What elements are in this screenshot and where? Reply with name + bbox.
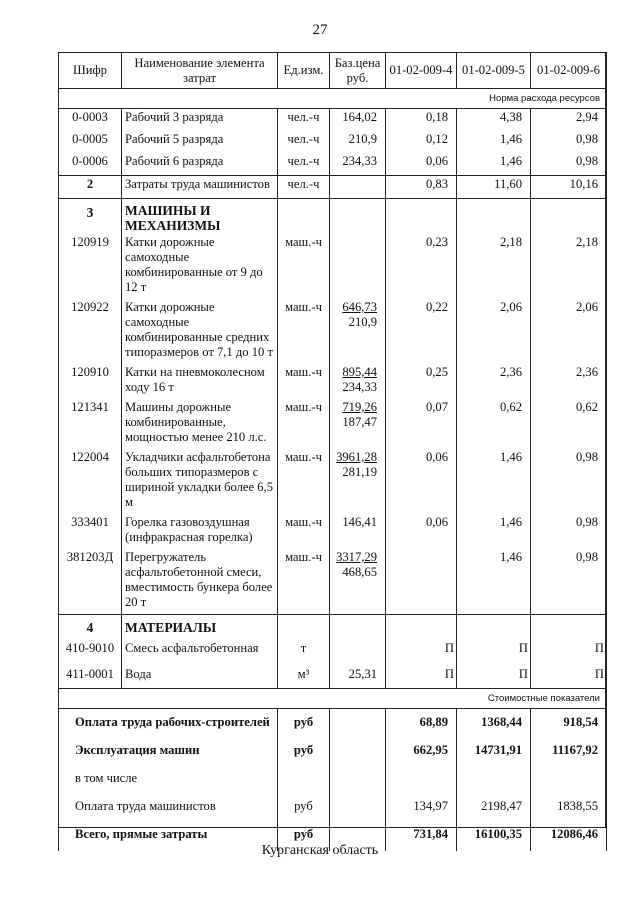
value-a-cell: 0,23 (386, 234, 457, 299)
section-code: 4 (59, 615, 122, 637)
value-a-cell (386, 199, 457, 235)
value-c-cell: 0,98 (531, 549, 607, 615)
price-cell (330, 399, 386, 449)
value-b-cell: 1,46 (457, 549, 531, 615)
value-c-cell: П (531, 636, 607, 662)
price-cell (330, 449, 386, 514)
table-row (59, 364, 607, 399)
machines-section-row (59, 199, 607, 235)
name-cell: Горелка газовоздушная (инфракрасная горелка) (122, 514, 278, 549)
name-cell: Рабочий 3 разряда (122, 109, 278, 132)
unit-cell: руб (278, 709, 330, 740)
value-a-cell: 68,89 (386, 709, 457, 740)
price-cell (330, 795, 386, 823)
unit-cell: маш.-ч (278, 514, 330, 549)
value-c-cell: 2,36 (531, 364, 607, 399)
unit-cell: маш.-ч (278, 449, 330, 514)
table-row (59, 514, 607, 549)
value-a-cell: 0,12 (386, 131, 457, 153)
value-c-cell: 0,98 (531, 131, 607, 153)
price-labor: 210,9 (348, 315, 377, 329)
header-unit: Ед.изм. (278, 53, 330, 89)
name-cell: Укладчики асфальтобетона больших типоразмеров с шириной укладки более 6,5 м (122, 449, 278, 514)
cost-label: Стоимостные показатели (59, 689, 607, 709)
header-col-a: 01-02-009-4 (386, 53, 457, 89)
value-c-cell (531, 199, 607, 235)
value-a-cell: 0,83 (386, 176, 457, 199)
unit-cell: руб (278, 739, 330, 767)
value-c-cell: 0,98 (531, 449, 607, 514)
unit-cell: маш.-ч (278, 549, 330, 615)
code-cell: 2 (59, 176, 122, 199)
code-cell: 120919 (59, 234, 122, 299)
header-col-c: 01-02-009-6 (531, 53, 607, 89)
value-b-cell: 1368,44 (457, 709, 531, 740)
code-cell: 0-0005 (59, 131, 122, 153)
price-cell (330, 767, 386, 795)
code-cell: 120922 (59, 299, 122, 364)
value-b-cell: 2198,47 (457, 795, 531, 823)
name-cell: Затраты труда машинистов (122, 176, 278, 199)
price-cell (330, 514, 386, 549)
cost-name: Всего, прямые затраты (59, 823, 278, 851)
name-cell: Катки на пневмоколесном ходу 16 т (122, 364, 278, 399)
code-cell: 0-0003 (59, 109, 122, 132)
table-body (59, 89, 607, 852)
value-b-cell: П (457, 662, 531, 689)
table-row (59, 109, 607, 132)
cost-name: Эксплуатация машин (59, 739, 278, 767)
price-labor: 281,19 (342, 465, 377, 479)
header-name: Наименование элемента затрат (122, 53, 278, 89)
materials-section-row (59, 615, 607, 637)
code-cell: 0-0006 (59, 153, 122, 176)
unit-cell: руб (278, 823, 330, 851)
value-a-cell: 0,22 (386, 299, 457, 364)
name-cell: Рабочий 5 разряда (122, 131, 278, 153)
value-c-cell: 0,98 (531, 153, 607, 176)
code-cell: 381203Д (59, 549, 122, 615)
name-cell: Катки дорожные самоходные комбинированные средних типоразмеров от 7,1 до 10 т (122, 299, 278, 364)
section-title: МАТЕРИАЛЫ (122, 615, 278, 637)
price-labor: 468,65 (342, 565, 377, 579)
price-cell (330, 234, 386, 299)
header-row (59, 53, 607, 89)
footer: Курганская область (261, 843, 379, 858)
empty-cell (531, 615, 607, 637)
value-c-cell: 0,62 (531, 399, 607, 449)
unit-cell: маш.-ч (278, 364, 330, 399)
value-a-cell: 0,18 (386, 109, 457, 132)
price-cell (330, 299, 386, 364)
header-price: Баз.цена руб. (330, 53, 386, 89)
price-cell (330, 636, 386, 662)
value-a-cell (386, 549, 457, 615)
unit-cell: чел.-ч (278, 153, 330, 176)
page-number: 27 (312, 22, 328, 38)
value-c-cell: 2,18 (531, 234, 607, 299)
value-b-cell: 14731,91 (457, 739, 531, 767)
section-code: 3 (59, 199, 122, 235)
name-cell: Смесь асфальтобетонная (122, 636, 278, 662)
table-row (59, 234, 607, 299)
cost-name: Оплата труда машинистов (59, 795, 278, 823)
price-cell: 210,9 (330, 131, 386, 153)
empty-cell (457, 615, 531, 637)
unit-cell: маш.-ч (278, 399, 330, 449)
value-c-cell: 10,16 (531, 176, 607, 199)
code-cell: 122004 (59, 449, 122, 514)
value-c-cell: П (531, 662, 607, 689)
value-a-cell: 0,06 (386, 153, 457, 176)
empty-cell (278, 615, 330, 637)
price-rate: 646,73 (342, 300, 377, 314)
value-b-cell: 1,46 (457, 153, 531, 176)
name-cell: Рабочий 6 разряда (122, 153, 278, 176)
value-a-cell: 0,06 (386, 449, 457, 514)
value-b-cell: 11,60 (457, 176, 531, 199)
value-b-cell: П (457, 636, 531, 662)
value-b-cell (457, 199, 531, 235)
value-c-cell: 11167,92 (531, 739, 607, 767)
price-rate: 895,44 (342, 365, 377, 379)
code-cell: 120910 (59, 364, 122, 399)
price-labor: 187,47 (342, 415, 377, 429)
table-row (59, 449, 607, 514)
name-cell: Катки дорожные самоходные комбинированные от 9 до 12 т (122, 234, 278, 299)
value-a-cell: 134,97 (386, 795, 457, 823)
unit-cell: маш.-ч (278, 234, 330, 299)
table-row (59, 131, 607, 153)
price-cell (330, 364, 386, 399)
table-row (59, 153, 607, 176)
code-cell: 333401 (59, 514, 122, 549)
value-a-cell: 0,07 (386, 399, 457, 449)
value-c-cell (531, 767, 607, 795)
code-cell: 121341 (59, 399, 122, 449)
value-a-cell: 0,25 (386, 364, 457, 399)
norm-label: Норма расхода ресурсов (59, 89, 607, 109)
price-cell (330, 176, 386, 199)
code-cell: 410-9010 (59, 636, 122, 662)
value-a-cell: П (386, 636, 457, 662)
value-b-cell: 2,18 (457, 234, 531, 299)
value-b-cell: 2,36 (457, 364, 531, 399)
value-b-cell: 0,62 (457, 399, 531, 449)
table-row (59, 549, 607, 615)
cost-row (59, 795, 607, 823)
value-b-cell: 2,06 (457, 299, 531, 364)
machinist-row (59, 176, 607, 199)
value-b-cell: 1,46 (457, 131, 531, 153)
value-c-cell: 918,54 (531, 709, 607, 740)
price-cell (330, 739, 386, 767)
unit-cell: чел.-ч (278, 109, 330, 132)
table-row (59, 399, 607, 449)
cost-name: Оплата труда рабочих-строителей (59, 709, 278, 740)
value-a-cell: 731,84 (386, 823, 457, 851)
price-rate: 3961,28 (336, 450, 377, 464)
price-cell (330, 549, 386, 615)
price-labor: 234,33 (342, 380, 377, 394)
value-b-cell: 16100,35 (457, 823, 531, 851)
unit-cell: м³ (278, 662, 330, 689)
price-rate: 3317,29 (336, 550, 377, 564)
value-c-cell: 12086,46 (531, 823, 607, 851)
value-c-cell: 1838,55 (531, 795, 607, 823)
empty-cell (330, 615, 386, 637)
price-cell: 234,33 (330, 153, 386, 176)
unit-cell: чел.-ч (278, 131, 330, 153)
unit-cell: чел.-ч (278, 176, 330, 199)
unit-cell: т (278, 636, 330, 662)
table-row (59, 299, 607, 364)
value-b-cell: 1,46 (457, 449, 531, 514)
value-b-cell (457, 767, 531, 795)
value-a-cell: П (386, 662, 457, 689)
unit-cell (278, 199, 330, 235)
price-cell: 25,31 (330, 662, 386, 689)
price-cell (330, 199, 386, 235)
cost-name: в том числе (59, 767, 278, 795)
resource-table (58, 52, 607, 851)
cost-row (59, 767, 607, 795)
cost-row (59, 709, 607, 740)
price-cell: 164,02 (330, 109, 386, 132)
section-title: МАШИНЫ И МЕХАНИЗМЫ (122, 199, 278, 235)
value-a-cell (386, 767, 457, 795)
value-c-cell: 0,98 (531, 514, 607, 549)
table-row (59, 662, 607, 689)
header-code: Шифр (59, 53, 122, 89)
value-b-cell: 4,38 (457, 109, 531, 132)
value-c-cell: 2,94 (531, 109, 607, 132)
empty-cell (386, 615, 457, 637)
code-cell: 411-0001 (59, 662, 122, 689)
cost-row (59, 739, 607, 767)
value-a-cell: 662,95 (386, 739, 457, 767)
name-cell: Перегружатель асфальтобетонной смеси, вместимость бункера более 20 т (122, 549, 278, 615)
table-row (59, 636, 607, 662)
price-rate: 146,41 (342, 515, 377, 529)
price-rate: 719,26 (342, 400, 377, 414)
unit-cell: руб (278, 795, 330, 823)
price-cell (330, 709, 386, 740)
cost-label-row (59, 689, 607, 709)
unit-cell: маш.-ч (278, 299, 330, 364)
name-cell: Машины дорожные комбинированные, мощностью менее 210 л.с. (122, 399, 278, 449)
value-b-cell: 1,46 (457, 514, 531, 549)
value-a-cell: 0,06 (386, 514, 457, 549)
unit-cell (278, 767, 330, 795)
header-col-b: 01-02-009-5 (457, 53, 531, 89)
value-c-cell: 2,06 (531, 299, 607, 364)
name-cell: Вода (122, 662, 278, 689)
